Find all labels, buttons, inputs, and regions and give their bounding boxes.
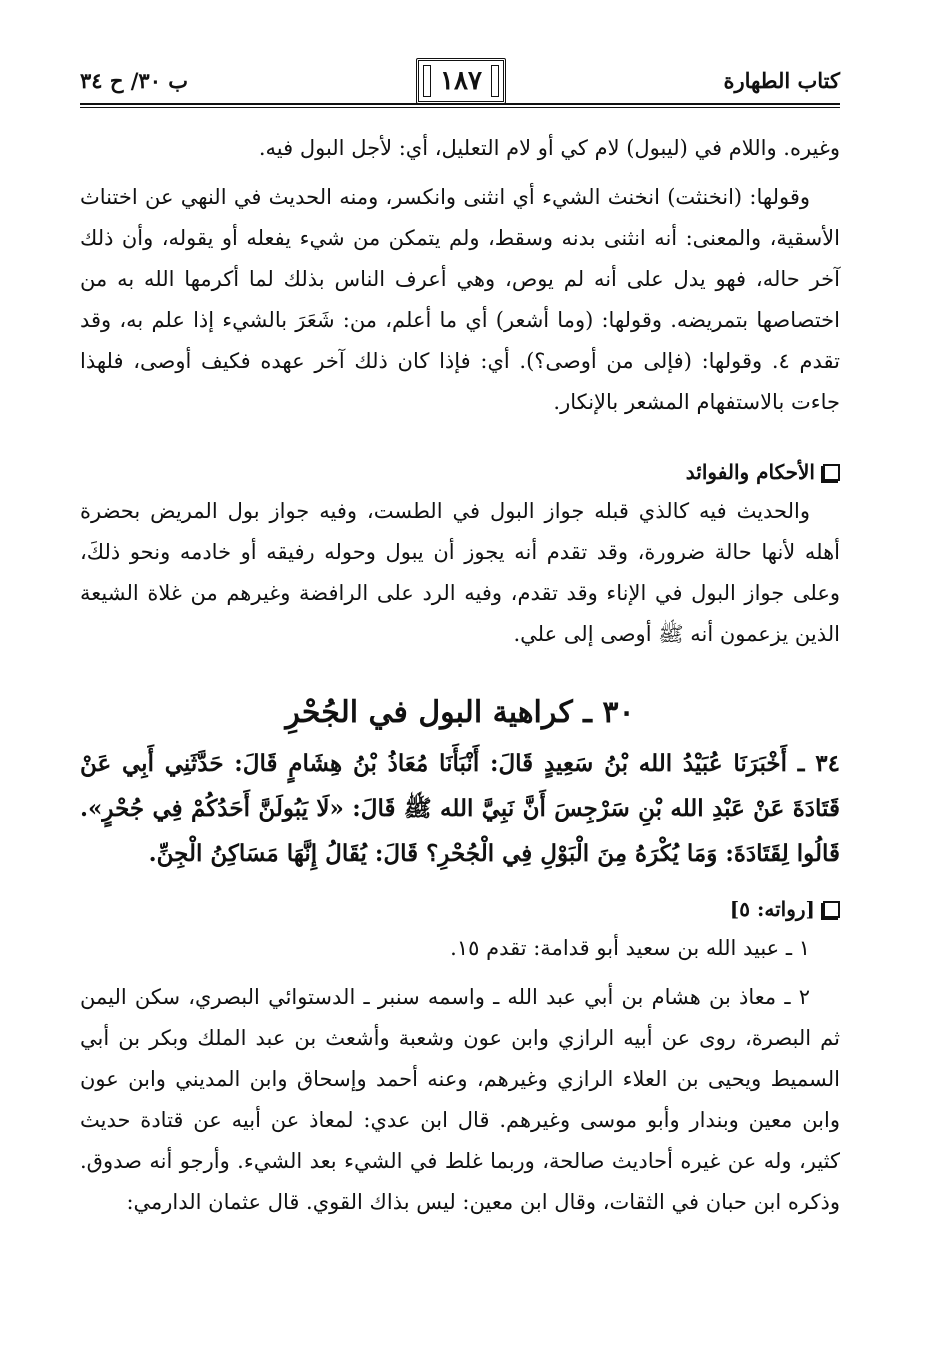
paragraph-explanation: وقولها: (انخنثت) انخنث الشيء أي انثنى وانكسر، ومنه الحديث في النهي عن اختناث الأسقية، والمعنى: أنه انثنى بدنه وسقط، ولم يتمكن من شيء يفعله أو يقوله، وأن ذلك آخر حاله، فهو يدل على أنه لم يوص، وهي أعرف الناس بذلك لما أكرمها الله به من اختصاصها بتمريضه. وقولها: (وما أشعر) أي ما أعلم، من: شَعَرَ بالشيء إذا علم به، وقد تقدم ٤. وقولها: (فإلى من أوصى؟). أي: فإذا كان ذلك آخر عهده فكيف أوصى، فلهذا جاءت بالاستفهام المشعر بالإنكار. xyxy=(80,185,840,414)
square-bullet-icon xyxy=(823,901,840,918)
header-rule xyxy=(80,103,840,105)
hadith-text: ٣٤ ـ أَخْبَرَنَا عُبَيْدُ الله بْنُ سَعِيدٍ قَالَ: أَنْبَأَنَا مُعَاذُ بْنُ هِشَامٍ قَالَ: حَدَّثَنِي أَبِي عَنْ قَتَادَةَ عَنْ عَبْدِ الله بْنِ سَرْجِسَ أَنَّ نَبِيَّ الله ﷺ قَالَ: «لَا يَبُولَنَّ أَحَدُكُمْ فِي جُحْرٍ». قَالُوا لِقَتَادَةَ: وَمَا يُكْرَهُ مِنَ الْبَوْلِ فِي الْجُحْرِ؟ قَالَ: يُقَالُ إِنَّهَا مَسَاكِنُ الْجِنِّ. xyxy=(80,750,840,867)
page-content xyxy=(80,128,840,1223)
page-header xyxy=(80,56,840,106)
section-heading-narrators xyxy=(80,890,840,928)
book-page xyxy=(80,0,840,1357)
page-number: ١٨٧ xyxy=(440,66,482,96)
header-rule-thin xyxy=(80,107,840,108)
paragraph-rulings: والحديث فيه كالذي قبله جواز البول في الطست، وفيه جواز بول المريض بحضرة أهله لأنها حالة ضرورة، وقد تقدم أنه يجوز أن يبول وحوله رفيقه أو خادمه ونحو ذلكَ، وعلى جواز البول في الإناء وقد تقدم، وفيه الرد على الرافضة وغيرهم من غلاة الشيعة الذين يزعمون أنه ﷺ أوصى إلى علي. xyxy=(80,499,840,646)
narrator-entry-2: ٢ ـ معاذ بن هشام بن أبي عبد الله ـ واسمه سنبر ـ الدستوائي البصري، سكن اليمن ثم البصرة، روى عن أبيه الرازي وابن عون وشعبة وأشعث بن عبد الملك وبكر بن أبي السميط ويحيى بن العلاء الرازي وغيرهم، وعنه أحمد وإسحاق وابن المديني وابن عون وابن معين وبندار وأبو موسى وغيرهم. قال ابن عدي: لمعاذ عن أبيه عن قتادة حديث كثير، وله عن غيره أحاديث صالحة، وربما غلط في الشيء بعد الشيء. وأرجو أنه صدوق. وذكره ابن حبان في الثقات، وقال ابن معين: ليس بذاك القوي. قال عثمان الدارمي: xyxy=(80,985,840,1214)
section-heading-label: الأحكام والفوائد xyxy=(685,460,815,484)
page-number-frame xyxy=(416,58,506,104)
book-title: كتاب الطهارة xyxy=(723,68,840,93)
section-heading-label: [رواته: ٥] xyxy=(729,897,815,921)
square-bullet-icon xyxy=(823,464,840,481)
paragraph-continuation: وغيره. واللام في (ليبول) لام كي أو لام التعليل، أي: لأجل البول فيه. xyxy=(258,136,840,160)
narrator-entry-1: ١ ـ عبيد الله بن سعيد أبو قدامة: تقدم ١٥. xyxy=(450,936,810,960)
section-heading-rulings xyxy=(80,453,840,491)
hadith-reference: ب ٣٠/ ح ٣٤ xyxy=(80,68,189,93)
chapter-title: ٣٠ ـ كراهية البول في الجُحْرِ xyxy=(285,695,635,730)
